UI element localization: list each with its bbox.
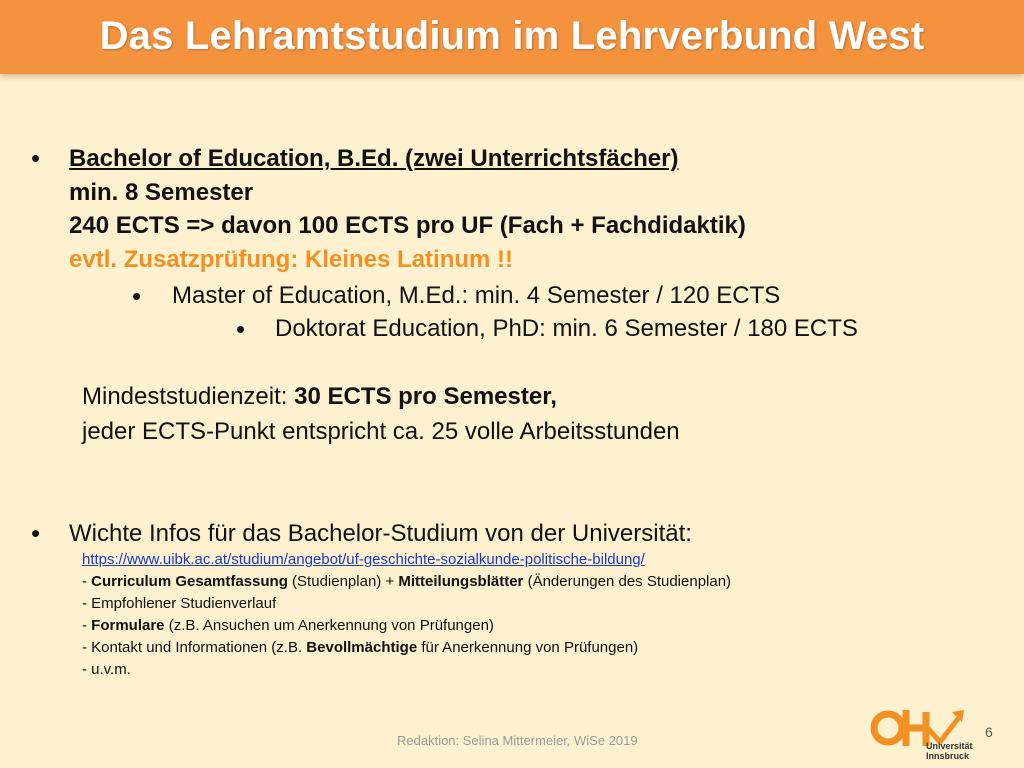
page-number: 6 bbox=[985, 724, 993, 740]
min-study-label: Mindeststudienzeit: bbox=[82, 383, 295, 410]
info-heading: Wichte Infos für das Bachelor-Studium von der Universität: bbox=[69, 520, 692, 547]
uibk-link[interactable] bbox=[82, 550, 645, 570]
min-study-time bbox=[82, 382, 557, 412]
info-item-uvm: - u.v.m. bbox=[82, 661, 131, 678]
bullet-icon: • bbox=[236, 314, 246, 344]
bachelor-ects: 240 ECTS => davon 100 ECTS pro UF (Fach + Fachdidaktik) bbox=[69, 212, 746, 239]
info-item-formulare: - Formulare (z.B. Ansuchen um Anerkennung von Prüfungen) bbox=[82, 617, 494, 634]
bullet-icon: • bbox=[132, 281, 142, 311]
footer-credit: Redaktion: Selina Mittermeier, WiSe 2019 bbox=[397, 733, 638, 748]
bachelor-heading: Bachelor of Education, B.Ed. (zwei Unterrichtsfächer) bbox=[69, 145, 679, 172]
bachelor-semester: min. 8 Semester bbox=[69, 179, 254, 206]
min-study-value: 30 ECTS pro Semester, bbox=[294, 383, 557, 410]
page-title: Das Lehramtstudium im Lehrverbund West bbox=[99, 14, 925, 58]
info-item-curriculum: - Curriculum Gesamtfassung (Studienplan) + Mitteilungsblätter (Änderungen des Studienplan) bbox=[82, 573, 732, 590]
bullet-icon: • bbox=[31, 518, 41, 548]
latinum-note: evtl. Zusatzprüfung: Kleines Latinum !! bbox=[69, 246, 514, 273]
master-info: Master of Education, M.Ed.: min. 4 Semester / 120 ECTS bbox=[172, 282, 781, 309]
info-item-studienverlauf: - Empfohlener Studienverlauf bbox=[82, 595, 277, 612]
doctorate-info: Doktorat Education, PhD: min. 6 Semester / 180 ECTS bbox=[275, 315, 858, 342]
info-item-kontakt: - Kontakt und Informationen (z.B. Bevollmächtige für Anerkennung von Prüfungen) bbox=[82, 639, 639, 656]
ects-workload: jeder ECTS-Punkt entspricht ca. 25 volle Arbeitsstunden bbox=[82, 418, 680, 445]
uibk-link-text[interactable]: https://www.uibk.ac.at/studium/angebot/uf-geschichte-sozialkunde-politische-bildung/ bbox=[82, 551, 645, 568]
bullet-icon: • bbox=[31, 143, 41, 173]
logo-caption: Universität Innsbruck bbox=[926, 741, 973, 761]
